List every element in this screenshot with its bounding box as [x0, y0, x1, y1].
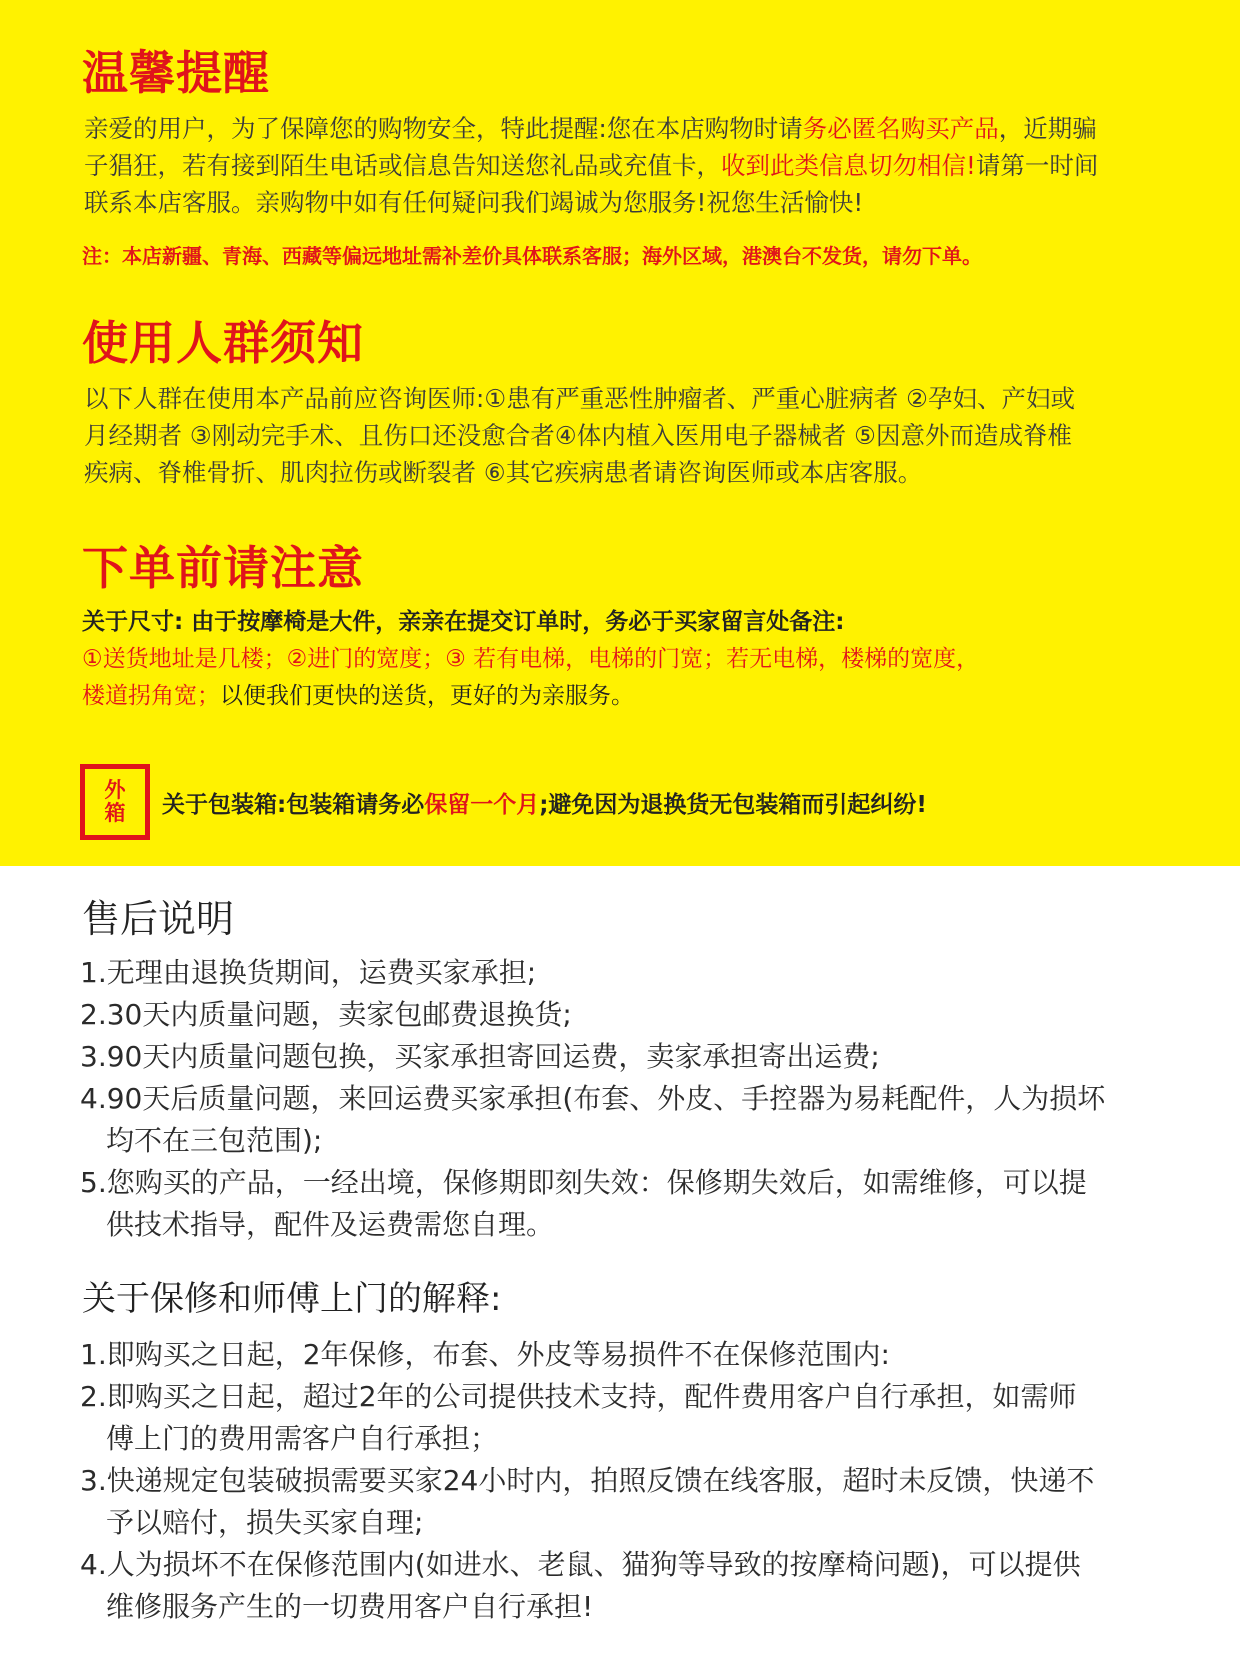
after-sales-item-continued: 均不在三包范围);	[106, 1124, 323, 1157]
population-paragraph	[84, 380, 1075, 491]
after-sales-item: 3.90天内质量问题包换，买家承担寄回运费，卖家承担寄出运费;	[80, 1040, 880, 1073]
after-sales-title: 售后说明	[82, 897, 235, 941]
reminder-line-3: 联系本店客服。亲购物中如有任何疑问我们竭诚为您服务!祝您生活愉快!	[84, 188, 864, 217]
do-not-trust-highlight: 收到此类信息切勿相信!	[721, 151, 976, 180]
order-notice-line-3: 楼道拐角宽；以便我们更快的送货，更好的为亲服务。	[82, 683, 634, 709]
warranty-item-continued: 予以赔付，损失买家自理;	[106, 1506, 424, 1539]
population-line-1: 以下人群在使用本产品前应咨询医师:①患有严重恶性肿瘤者、严重心脏病者 ②孕妇、产妇或	[84, 384, 1075, 413]
warranty-item: 3.快递规定包装破损需要买家24小时内，拍照反馈在线客服，超时未反馈，快递不	[80, 1464, 1095, 1497]
population-title: 使用人群须知	[82, 316, 364, 370]
box-icon-char-bottom: 箱	[104, 801, 126, 825]
after-sales-list	[80, 952, 1105, 1246]
reminder-title: 温馨提醒	[82, 46, 270, 100]
reminder-paragraph	[84, 110, 1098, 221]
warranty-item: 1.即购买之日起，2年保修，布套、外皮等易损件不在保修范围内:	[80, 1338, 890, 1371]
box-icon-char-top: 外	[104, 778, 126, 802]
warranty-item-continued: 维修服务产生的一切费用客户自行承担!	[106, 1590, 594, 1623]
warranty-title: 关于保修和师傅上门的解释:	[82, 1279, 502, 1319]
after-sales-item-continued: 供技术指导，配件及运费需您自理。	[106, 1208, 555, 1241]
warranty-item-continued: 傅上门的费用需客户自行承担；	[106, 1422, 499, 1455]
population-line-3: 疾病、脊椎骨折、肌肉拉伤或断裂者 ⑥其它疾病患者请咨询医师或本店客服。	[84, 458, 923, 487]
after-sales-item: 2.30天内质量问题，卖家包邮费退换货;	[80, 998, 572, 1031]
anonymous-purchase-highlight: 务必匿名购买产品	[802, 114, 999, 143]
package-notice: 关于包装箱:包装箱请务必保留一个月;避免因为退换货无包装箱而引起纠纷!	[162, 792, 927, 818]
outer-box-icon	[80, 764, 150, 840]
after-sales-item: 5.您购买的产品，一经出境，保修期即刻失效：保修期失效后，如需维修，可以提	[80, 1166, 1087, 1199]
order-notice-line-2: ①送货地址是几楼；②进门的宽度；③ 若有电梯，电梯的门宽；若无电梯，楼梯的宽度，	[82, 646, 980, 672]
keep-one-month-highlight: 保留一个月	[424, 792, 540, 818]
warranty-item: 4.人为损坏不在保修范围内(如进水、老鼠、猫狗等导致的按摩椅问题)，可以提供	[80, 1548, 1081, 1581]
warranty-list	[80, 1334, 1094, 1628]
warranty-item: 2.即购买之日起，超过2年的公司提供技术支持，配件费用客户自行承担，如需师	[80, 1380, 1077, 1413]
order-notice-paragraph	[82, 604, 979, 715]
order-notice-title: 下单前请注意	[82, 541, 364, 595]
population-line-2: 月经期者 ③刚动完手术、且伤口还没愈合者④体内植入医用电子器械者 ⑤因意外而造成脊椎	[84, 421, 1072, 450]
after-sales-item: 4.90天后质量问题，来回运费买家承担(布套、外皮、手控器为易耗配件，人为损坏	[80, 1082, 1106, 1115]
after-sales-item: 1.无理由退换货期间，运费买家承担;	[80, 956, 537, 989]
reminder-line-1: 亲爱的用户，为了保障您的购物安全，特此提醒:您在本店购物时请务必匿名购买产品，近期骗	[84, 114, 1097, 143]
remote-area-note: 注：本店新疆、青海、西藏等偏远地址需补差价具体联系客服；海外区域，港澳台不发货，请勿下单。	[82, 244, 982, 268]
reminder-line-2: 子猖狂，若有接到陌生电话或信息告知送您礼品或充值卡，收到此类信息切勿相信!请第一时间	[84, 151, 1099, 180]
order-notice-line-1: 关于尺寸: 由于按摩椅是大件，亲亲在提交订单时，务必于买家留言处备注:	[82, 609, 845, 635]
